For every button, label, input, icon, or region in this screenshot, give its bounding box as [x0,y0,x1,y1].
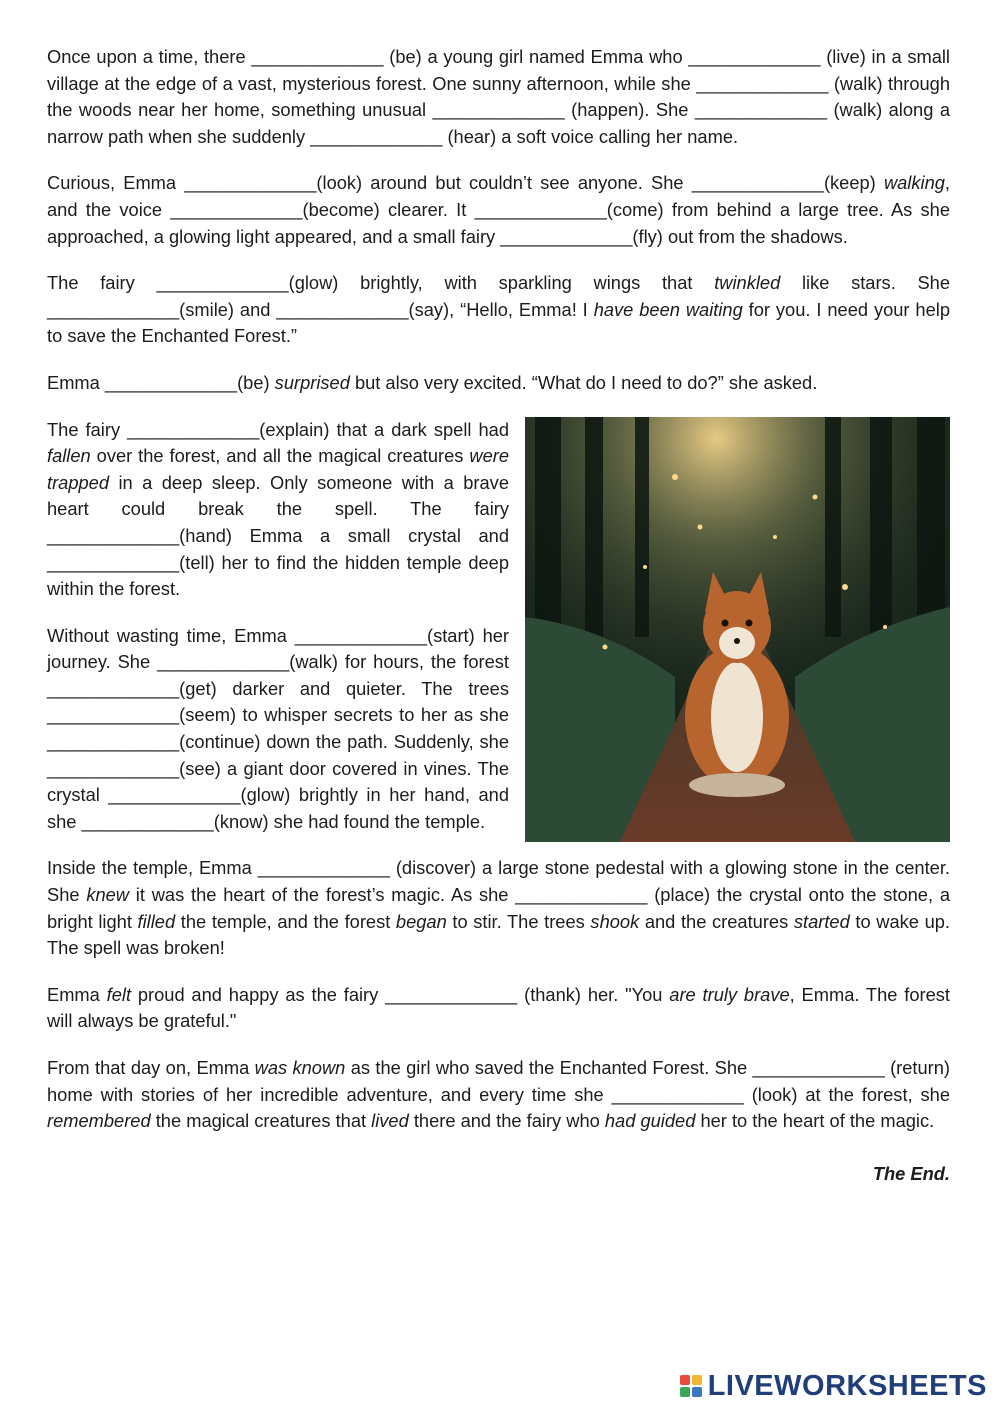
fox-in-forest-illustration [525,417,950,842]
italic-text: remembered [47,1110,151,1132]
italic-text: started [793,910,850,932]
paragraph-9 [47,1055,950,1135]
paragraph-4 [47,370,950,397]
italic-text: began [395,910,447,932]
paragraph-1 [47,44,950,150]
logo-tile [680,1375,690,1385]
text-segment: as the girl who saved the Enchanted Forest. She _____________ (return) home with stories of her incredible adventure, and every time she _____________ (look) at the forest, she [47,1057,951,1105]
italic-text: have been waiting [593,298,743,320]
logo-tile [692,1375,702,1385]
text-segment: Emma [47,983,107,1005]
text-segment: Once upon a time, there _____________ (be) a young girl named Emma who _____________ (live) in a small village at the edge of a vast, mysterious forest. One sunny afternoon, while she _____________ (walk) through the woods near her home, something unusual _____________ (happen). She _____________ (walk) along a narrow path when she suddenly _____________ (hear) a soft voice calling her name. [47,46,950,147]
italic-text: had guided [604,1110,696,1132]
logo-tile [692,1387,702,1397]
paragraph-8 [47,982,950,1035]
text-segment: like stars. She _____________(smile) and _____________(say), “Hello, Emma! I [47,272,950,320]
text-segment: proud and happy as the fairy _____________ (thank) her. "You [131,983,670,1005]
worksheet-page [47,44,950,1187]
text-segment: to wake up. The spell was broken! [47,910,950,959]
logo-mark-icon [680,1375,702,1397]
italic-text: was known [254,1057,346,1078]
text-segment: Inside the temple, Emma _____________ (discover) a large stone pedestal with a glowing stone in the center. She [47,857,950,906]
italic-text: felt [106,983,132,1005]
the-end: The End. [872,1162,950,1184]
italic-text: were trapped [47,445,509,493]
logo-tile [680,1387,690,1397]
text-segment: for you. I need your help to save the Enchanted Forest.” [47,298,950,347]
text-segment: Emma _____________(be) [47,371,275,393]
paragraph-5-lead [47,419,509,600]
italic-text: surprised [274,371,350,393]
italic-text: shook [590,910,640,932]
text-segment: to stir. The trees [446,910,591,932]
text-segment: , and the voice _____________(become) clearer. It _____________(come) from behind a large tree. As she approached, a glowing light appeared, and a small fairy _____________(fly) out from the shadows. [47,172,950,247]
text-segment: her to the heart of the magic. [695,1110,935,1132]
text-segment: in a deep sleep. Only someone with a brave heart could break the spell. The fairy _____________(hand) Emma a small crystal and _____________(tell) her to find the hidden temple deep within the forest. [47,471,509,600]
text-segment: From that day on, Emma [47,1057,255,1078]
text-segment: and the creatures [639,910,794,932]
text-segment: The fairy _____________(explain) that a dark spell had [47,418,509,440]
italic-text: walking [883,172,945,194]
italic-text: fallen [47,445,91,467]
text-segment: Without wasting time, Emma _____________(start) her journey. She _____________(walk) for hours, the forest _____________(get) darker and quieter. The trees _____________(seem) to whisper secrets to her as she _____________(continue) down the path. Suddenly, she _____________(see) a giant door covered in vines. The crystal _____________(glow) brightly in her hand, and she _____________(know) she had found the temple. [47,624,509,832]
text-segment: The fairy _____________(glow) brightly, with sparkling wings that [47,272,715,294]
text-segment: the magical creatures that [150,1110,372,1132]
italic-text: filled [137,910,176,932]
paragraph-2 [47,170,950,250]
text-segment: the temple, and the forest [175,910,396,932]
text-segment: but also very excited. “What do I need to do?” she asked. [349,371,818,393]
italic-text: lived [371,1110,409,1132]
text-segment: over the forest, and all the magical creatures [90,445,470,467]
text-segment: there and the fairy who [408,1110,605,1132]
italic-text: are truly brave [669,983,790,1005]
paragraph-5 [47,417,950,603]
text-segment: Curious, Emma _____________(look) around but couldn’t see anyone. She _____________(keep) [47,172,884,194]
text-segment: it was the heart of the forest’s magic. As she _____________ (place) the crystal onto the stone, a bright light [47,884,950,932]
paragraph-7 [47,855,950,961]
fox-forest-image [525,417,950,842]
liveworksheets-logo [680,1368,987,1404]
logo-text: LIVEWORKSHEETS [707,1369,987,1402]
italic-text: twinkled [714,272,781,294]
italic-text: knew [86,884,129,906]
paragraph-3 [47,270,950,350]
text-segment: , Emma. The forest will always be grateful." [47,983,950,1032]
